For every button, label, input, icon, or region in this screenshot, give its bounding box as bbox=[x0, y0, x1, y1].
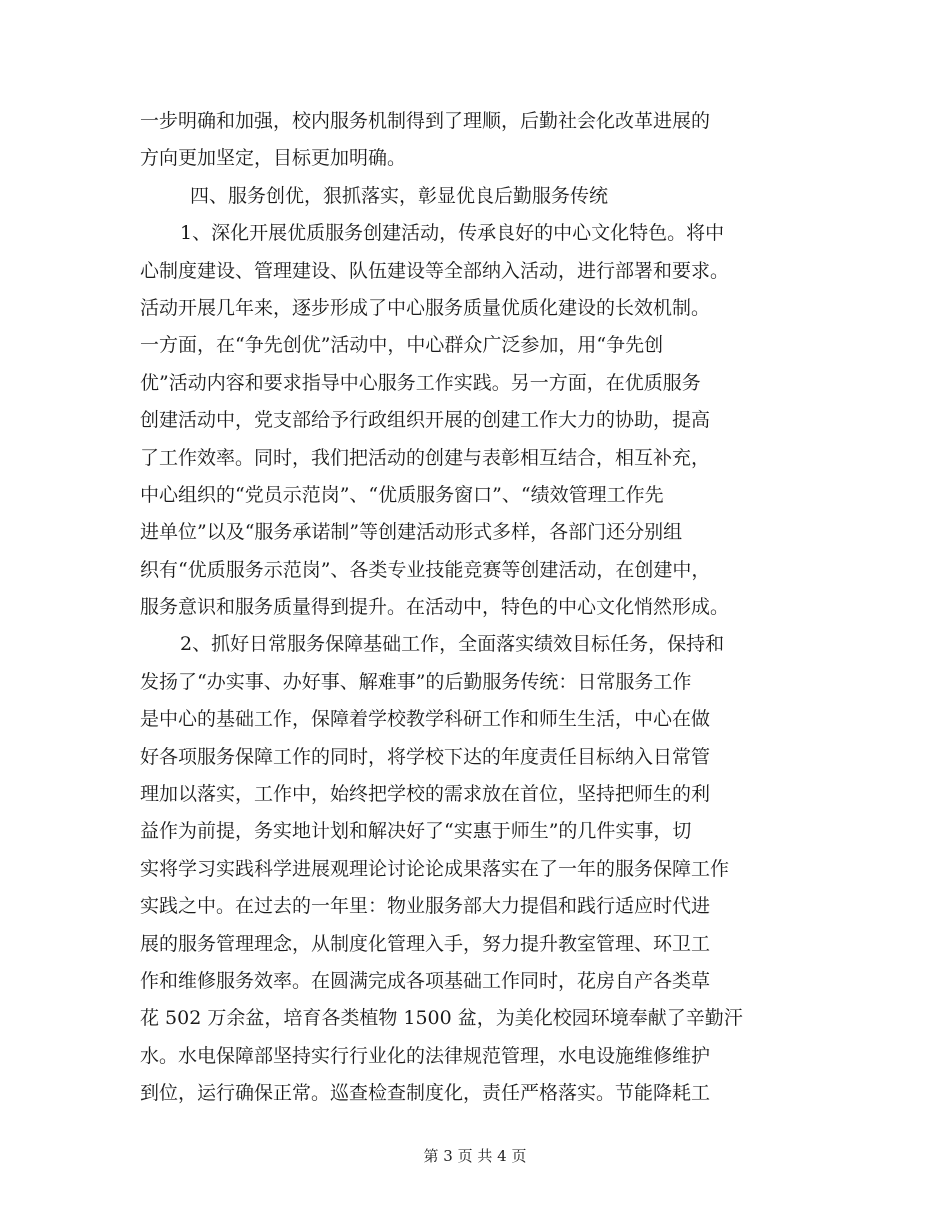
text-line: 花 502 万余盆，培育各类植物 1500 盆，为美化校园环境奉献了辛勤汗 bbox=[140, 1007, 743, 1030]
text-line: 一步明确和加强，校内服务机制得到了理顺，后勤社会化改革进展的 bbox=[140, 110, 711, 132]
text-line: 理加以落实，工作中，始终把学校的需求放在首位，坚持把师生的利 bbox=[140, 783, 711, 806]
text-line: 益作为前提，务实地计划和解决好了“实惠于师生”的几件实事，切 bbox=[140, 820, 692, 843]
document-body bbox=[140, 103, 810, 1113]
text-line: 服务意识和服务质量得到提升。在活动中，特色的中心文化悄然形成。 bbox=[140, 596, 730, 619]
text-line: 实将学习实践科学进展观理论讨论论成果落实在了一年的服务保障工作 bbox=[140, 857, 730, 880]
page-number-footer: 第 3 页 共 4 页 bbox=[423, 1147, 527, 1165]
text-line: 心制度建设、管理建设、队伍建设等全部纳入活动，进行部署和要求。 bbox=[140, 259, 730, 282]
text-line: 是中心的基础工作，保障着学校教学科研工作和师生生活，中心在做 bbox=[140, 708, 711, 731]
text-line: 了工作效率。同时，我们把活动的创建与表彰相互结合，相互补充， bbox=[140, 446, 711, 469]
text-line: 到位，运行确保正常。巡查检查制度化，责任严格落实。节能降耗工 bbox=[140, 1082, 711, 1105]
text-line: 优”活动内容和要求指导中心服务工作实践。另一方面，在优质服务 bbox=[140, 371, 701, 394]
text-line: 活动开展几年来，逐步形成了中心服务质量优质化建设的长效机制。 bbox=[140, 296, 711, 319]
text-line: 方向更加坚定，目标更加明确。 bbox=[140, 147, 407, 170]
text-line: 实践之中。在过去的一年里：物业服务部大力提倡和践行适应时代进 bbox=[140, 895, 711, 918]
text-line: 中心组织的“党员示范岗”、“优质服务窗口”、“绩效管理工作先 bbox=[140, 483, 664, 506]
text-line: 织有“优质服务示范岗”、各类专业技能竞赛等创建活动，在创建中， bbox=[140, 558, 711, 581]
section-heading: 四、服务创优，狠抓落实，彰显优良后勤服务传统 bbox=[190, 184, 609, 207]
text-line: 一方面，在“争先创优”活动中，中心群众广泛参加，用“争先创 bbox=[140, 334, 664, 357]
text-line: 2、抓好日常服务保障基础工作，全面落实绩效目标任务，保持和 bbox=[180, 633, 725, 656]
text-line: 水。水电保障部坚持实行行业化的法律规范管理，水电设施维修维护 bbox=[140, 1044, 711, 1067]
text-line: 展的服务管理理念，从制度化管理入手，努力提升教室管理、环卫工 bbox=[140, 932, 711, 955]
text-line: 1、深化开展优质服务创建活动，传承良好的中心文化特色。将中 bbox=[180, 222, 725, 245]
text-line: 发扬了“办实事、办好事、解难事”的后勤服务传统：日常服务工作 bbox=[140, 670, 692, 693]
text-line: 好各项服务保障工作的同时，将学校下达的年度责任目标纳入日常管 bbox=[140, 745, 711, 768]
text-line: 创建活动中，党支部给予行政组织开展的创建工作大力的协助，提高 bbox=[140, 409, 711, 432]
text-line: 作和维修服务效率。在圆满完成各项基础工作同时，花房自产各类草 bbox=[140, 969, 711, 992]
text-line: 进单位”以及“服务承诺制”等创建活动形式多样，各部门还分别组 bbox=[140, 521, 683, 544]
